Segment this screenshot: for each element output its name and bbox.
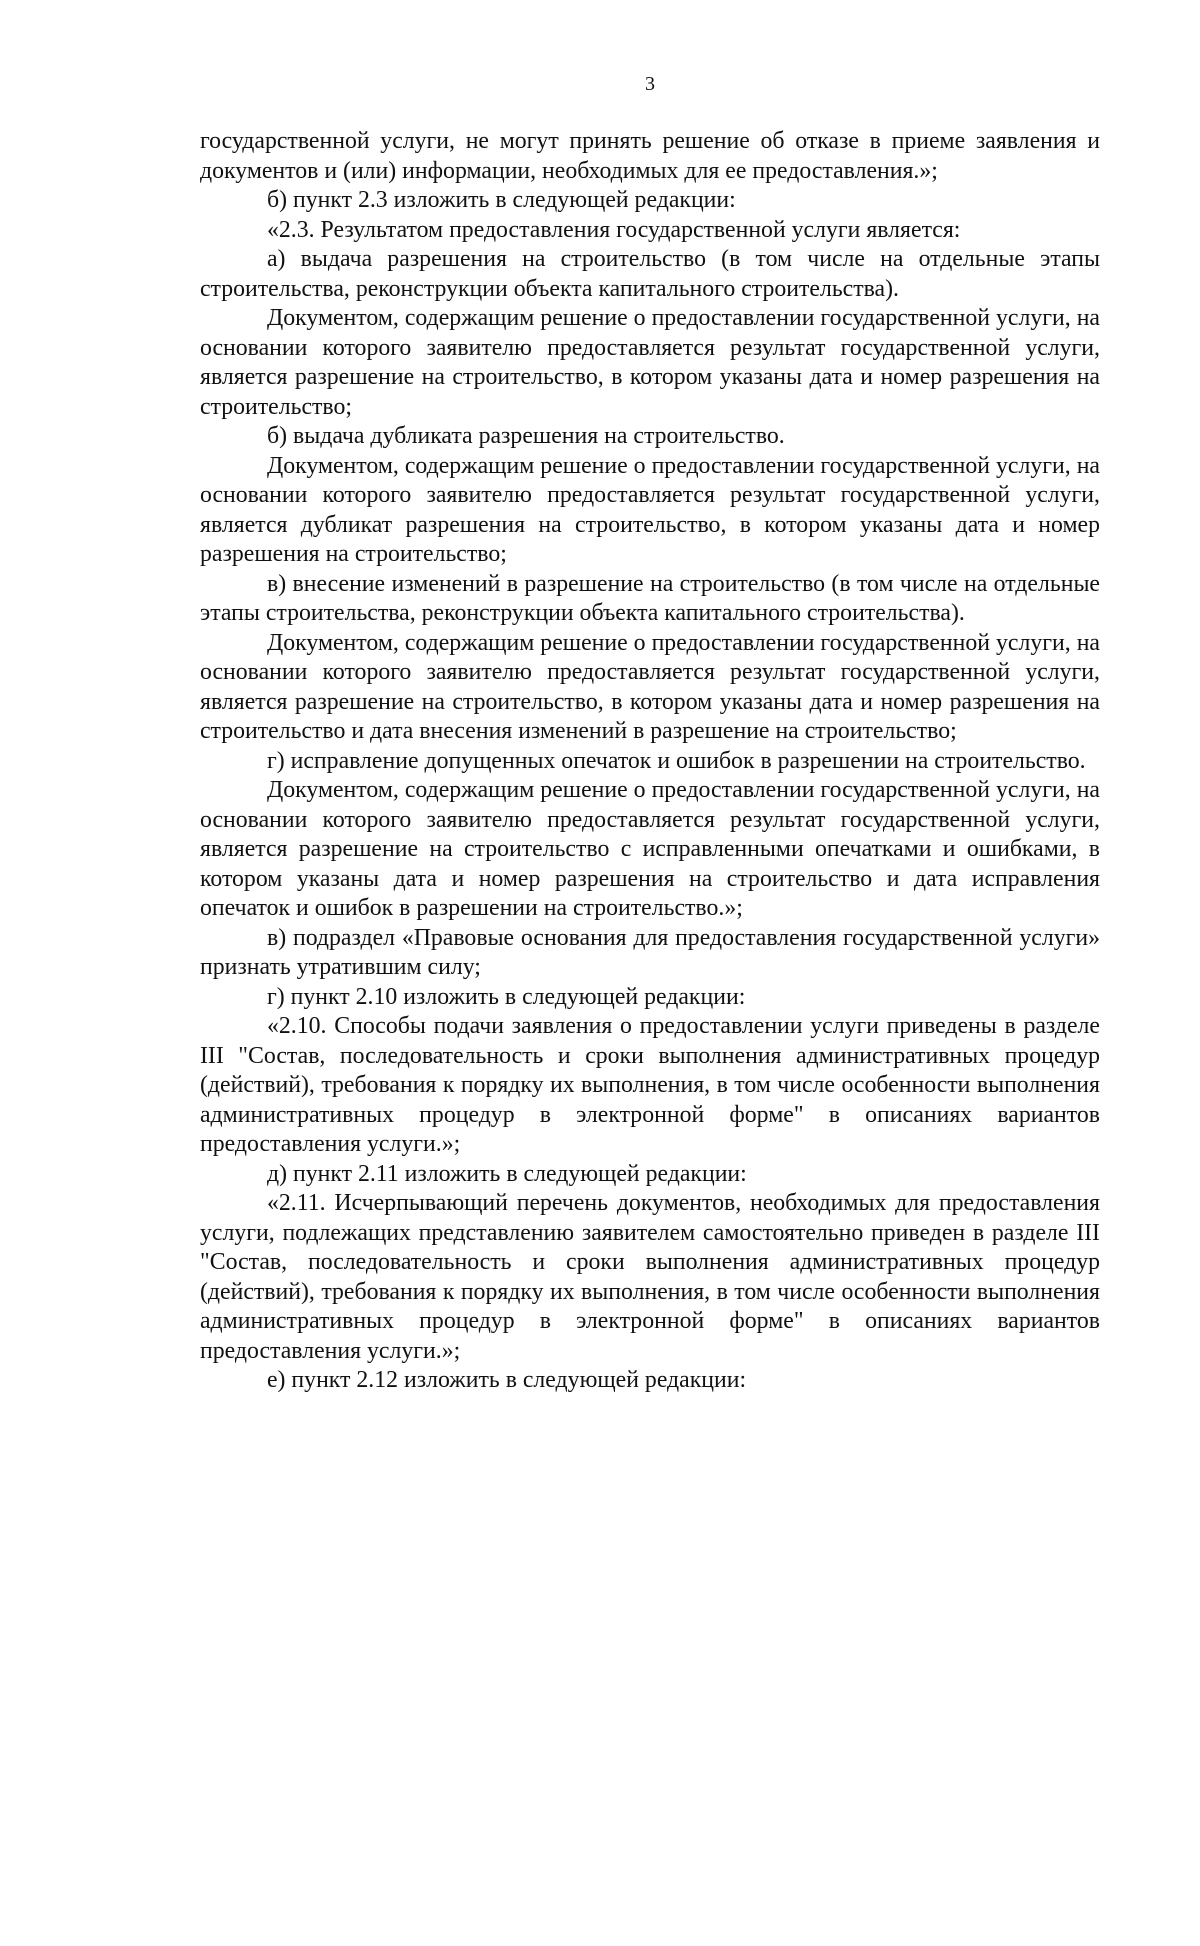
- paragraph-continuation: государственной услуги, не могут принять решение об отказе в приеме заявления и документов и (или) информации, необходимых для ее предоставления.»;: [200, 128, 1100, 184]
- paragraph-result-b: б) выдача дубликата разрешения на строительство.: [267, 423, 785, 449]
- paragraph-item-g: г) пункт 2.10 изложить в следующей редакции:: [267, 983, 746, 1010]
- paragraph-result-v: в) внесение изменений в разрешение на строительство (в том числе на отдельные этапы строительства, реконструкции объекта капитального строительства).: [200, 570, 1100, 626]
- paragraph-item-v: в) подраздел «Правовые основания для предоставления государственной услуги» признать утратившим силу;: [200, 924, 1100, 980]
- paragraph-clause-2-11: «2.11. Исчерпывающий перечень документов, необходимых для предоставления услуги, подлежащих представлению заявителем самостоятельно приведен в разделе III "Состав, последовательность и сроки выполнения административных процедур (действий), требования к порядку их выполнения, в том числе особенности выполнения административных процедур в электронной форме" в описаниях вариантов предоставления услуги.»;: [200, 1190, 1100, 1364]
- paragraph-result-g: г) исправление допущенных опечаток и ошибок в разрешении на строительство.: [267, 747, 1086, 774]
- document-body: [200, 127, 1100, 1396]
- paragraph-document-b: Документом, содержащим решение о предоставлении государственной услуги, на основании которого заявителю предоставляется результат государственной услуги, является дубликат разрешения на строительство, в котором указаны дата и номер разрешения на строительство;: [200, 452, 1100, 567]
- paragraph-document-v: Документом, содержащим решение о предоставлении государственной услуги, на основании которого заявителю предоставляется результат государственной услуги, является разрешение на строительство, в котором указаны дата и номер разрешения на строительство и дата внесения изменений в разрешение на строительство;: [200, 629, 1100, 744]
- paragraph-item-e: е) пункт 2.12 изложить в следующей редакции:: [267, 1367, 747, 1393]
- paragraph-item-d: д) пункт 2.11 изложить в следующей редакции:: [267, 1160, 747, 1187]
- paragraph-document-g: Документом, содержащим решение о предоставлении государственной услуги, на основании которого заявителю предоставляется результат государственной услуги, является разрешение на строительство с исправленными опечатками и ошибками, в котором указаны дата и номер разрешения на строительство и дата исправления опечаток и ошибок в разрешении на строительство.»;: [200, 777, 1100, 921]
- paragraph-item-b: б) пункт 2.3 изложить в следующей редакции:: [267, 187, 736, 213]
- paragraph-clause-2-3: «2.3. Результатом предоставления государственной услуги является:: [267, 216, 961, 243]
- paragraph-result-a: а) выдача разрешения на строительство (в том числе на отдельные этапы строительства, реконструкции объекта капитального строительства).: [200, 246, 1100, 302]
- page-number: 3: [645, 73, 655, 95]
- paragraph-document-a: Документом, содержащим решение о предоставлении государственной услуги, на основании которого заявителю предоставляется результат государственной услуги, является разрешение на строительство, в котором указаны дата и номер разрешения на строительство;: [200, 305, 1100, 420]
- paragraph-clause-2-10: «2.10. Способы подачи заявления о предоставлении услуги приведены в разделе III "Состав, последовательность и сроки выполнения административных процедур (действий), требования к порядку их выполнения, в том числе особенности выполнения административных процедур в электронной форме" в описаниях вариантов предоставления услуги.»;: [200, 1013, 1100, 1157]
